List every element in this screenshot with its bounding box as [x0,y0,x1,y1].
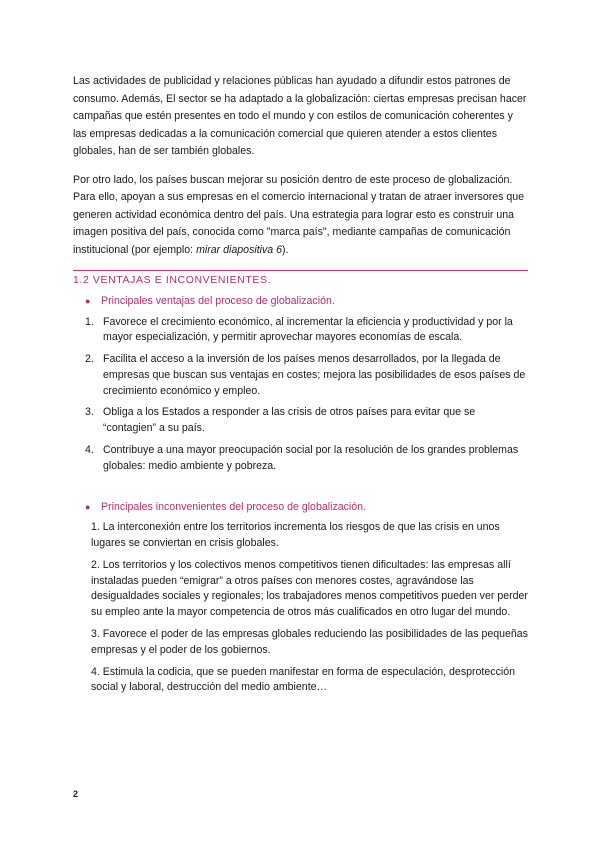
list-number: 3. [85,406,94,419]
list-item-text: Favorece el crecimiento económico, al incrementar la eficiencia y productividad y por la mayor especialización, y permitir aprovechar mayores economías de escala. [103,315,513,344]
inconveniente-item: 3. Favorece el poder de las empresas globales reduciendo las posibilidades de las pequeñas empresas y el poder de los gobiernos. [91,627,528,656]
paragraph-country-brand [73,172,528,260]
paragraph-country-brand-end: ). [282,243,289,256]
list-item [85,315,528,347]
bullet-dot-icon: ● [85,501,91,512]
inconveniente-item: 4. Estimula la codicia, que se pueden manifestar en forma de especulación, desprotección social y laboral, destrucción del medio ambiente… [91,665,515,694]
inconveniente-item: 1. La interconexión entre los territorios incrementa los riesgos de que las crisis en unos lugares se conviertan en crisis globales. [91,521,500,549]
list-number: 1. [85,315,94,328]
paragraph-country-brand-text: Por otro lado, los países buscan mejorar su posición dentro de este proceso de globalización. Para ello, apoyan a sus empresas en el comercio internacional y tratan de atraer inversores que generen actividad económica dentro del país. Una estrategia para lograr esto es construir una imagen positiva del país, conocida como "marca país", mediante campañas de comunicación institucional (por ejemplo: [73,173,525,256]
list-item-text: Obliga a los Estados a responder a las crisis de otros países para evitar que se “contagien” a su país. [103,406,476,435]
spacer [73,481,528,495]
ventajas-title: Principales ventajas del proceso de globalización. [101,295,335,307]
paragraph-advertising: Las actividades de publicidad y relaciones públicas han ayudado a difundir estos patrones de consumo. Además, El sector se ha adaptado a la globalización: ciertas empresas precisan hacer campañas que estén presentes en todo el mundo y con estilos de comunicación coherentes y las empresas dedicadas a la comunicación comercial que quieren atender a estos clientes globales, han de ser también globales. [73,75,527,157]
page-number: 2 [73,789,79,799]
document-page [73,73,528,702]
list-item [85,352,528,399]
list-item-text: Facilita el acceso a la inversión de los países menos desarrollados, por la llegada de empresas que buscan sus ventajas en costes; mejora las posibilidades de esos países de crecimiento económico y empleo. [103,353,526,397]
list-item [85,443,528,475]
section-heading: 1.2 VENTAJAS E INCONVENIENTES. [73,270,528,289]
slide-reference: mirar diapositiva 6 [196,243,283,256]
inconvenientes-title: Principales inconvenientes del proceso de globalización. [101,500,367,513]
inconveniente-item: 2. Los territorios y los colectivos menos competitivos tienen dificultades: las empresas allí instaladas pueden “emigrar” a otros países con menores costes, agravándose las desigualdades sociales y regionales; los trabajadores menos competitivos pueden ver perder su empleo ante la mayor competencia de otros más cualificados en otro lugar del mundo. [91,558,528,619]
list-item [85,405,528,437]
bullet-dot-icon: ● [85,296,91,306]
ventajas-bullet [85,293,528,311]
list-item-text: Contribuye a una mayor preocupación social por la resolución de los grandes problemas globales: medio ambiente y pobreza. [103,444,519,472]
list-number: 4. [85,444,94,457]
list-number: 2. [85,353,94,366]
ventajas-list [73,315,528,475]
inconvenientes-bullet [85,499,528,517]
